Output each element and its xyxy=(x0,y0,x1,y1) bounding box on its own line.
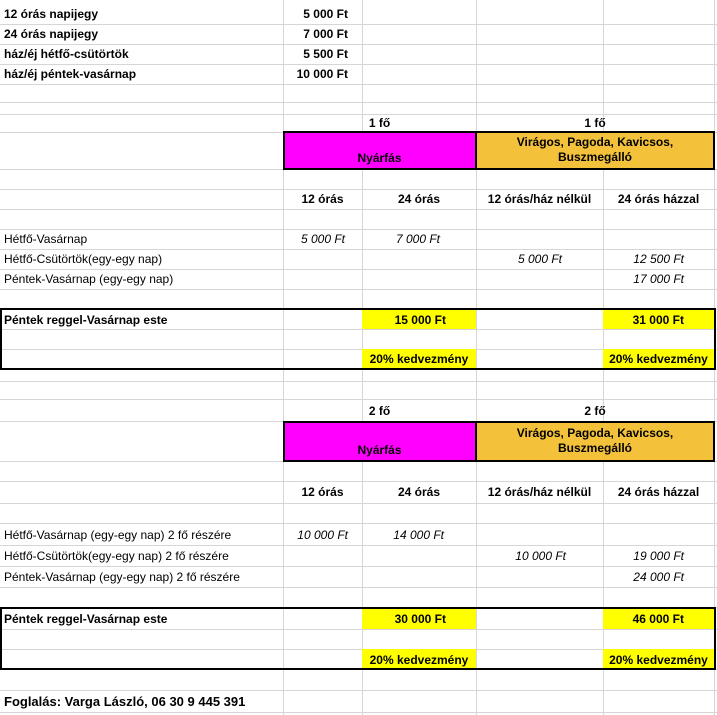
cell-value: 5 000 Ft xyxy=(300,232,345,246)
discount-label: 20% kedvezmény xyxy=(609,352,708,366)
weekend-price: 15 000 Ft xyxy=(394,313,446,327)
weekend-label: Péntek reggel-Vasárnap este xyxy=(4,313,168,327)
col-header: 12 órás xyxy=(301,192,344,206)
discount-label: 20% kedvezmény xyxy=(369,653,469,667)
col-header: 12 órás xyxy=(301,485,344,499)
discount-label: 20% kedvezmény xyxy=(609,653,708,667)
price-value: 5 000 Ft xyxy=(303,7,348,21)
weekend-price: 46 000 Ft xyxy=(632,612,684,626)
row-label: Hétfő-Vasárnap (egy-egy nap) 2 fő részére xyxy=(4,528,232,542)
area-name: Nyárfás xyxy=(357,151,402,165)
cell-value: 7 000 Ft xyxy=(395,232,440,246)
price-label: 12 órás napijegy xyxy=(4,7,99,21)
cell-value: 10 000 Ft xyxy=(515,549,566,563)
cell-value: 10 000 Ft xyxy=(297,528,348,542)
cell-value: 24 000 Ft xyxy=(633,570,684,584)
price-value: 10 000 Ft xyxy=(296,67,348,81)
col-header: 12 órás/ház nélkül xyxy=(487,485,592,499)
cell-value: 5 000 Ft xyxy=(517,252,562,266)
weekend-price: 31 000 Ft xyxy=(632,313,684,327)
col-header: 24 órás házzal xyxy=(617,485,700,499)
persons-label: 1 fő xyxy=(368,116,391,130)
area-name: Nyárfás xyxy=(357,443,402,457)
area-name: Virágos, Pagoda, Kavicsos, Buszmegálló xyxy=(516,426,674,455)
price-label: ház/éj péntek-vasárnap xyxy=(4,67,137,81)
price-label: ház/éj hétfő-csütörtök xyxy=(4,47,129,61)
row-label: Péntek-Vasárnap (egy-egy nap) xyxy=(4,272,174,286)
col-header: 24 órás xyxy=(397,192,441,206)
row-label: Hétfő-Csütörtök(egy-egy nap) 2 fő részére xyxy=(4,549,229,563)
persons-label: 1 fő xyxy=(584,116,606,130)
row-label: Hétfő-Csütörtök(egy-egy nap) xyxy=(4,252,163,266)
col-header: 12 órás/ház nélkül xyxy=(487,192,592,206)
cell-value: 19 000 Ft xyxy=(633,549,684,563)
weekend-price: 30 000 Ft xyxy=(394,612,446,626)
price-value: 7 000 Ft xyxy=(303,27,348,41)
price-label: 24 órás napijegy xyxy=(4,27,99,41)
cell-value: 17 000 Ft xyxy=(633,272,684,286)
persons-label: 2 fő xyxy=(368,404,391,418)
row-label: Péntek-Vasárnap (egy-egy nap) 2 fő részére xyxy=(4,570,240,584)
col-header: 24 órás xyxy=(397,485,441,499)
price-value: 5 500 Ft xyxy=(303,47,348,61)
persons-label: 2 fő xyxy=(584,404,606,418)
row-label: Hétfő-Vasárnap xyxy=(4,232,88,246)
area-name: Virágos, Pagoda, Kavicsos, Buszmegálló xyxy=(516,135,674,164)
cell-value: 12 500 Ft xyxy=(633,252,684,266)
booking-contact: Foglalás: Varga László, 06 30 9 445 391 xyxy=(4,694,246,709)
discount-label: 20% kedvezmény xyxy=(369,352,469,366)
cell-value: 14 000 Ft xyxy=(393,528,444,542)
col-header: 24 órás házzal xyxy=(617,192,700,206)
weekend-label: Péntek reggel-Vasárnap este xyxy=(4,612,168,626)
